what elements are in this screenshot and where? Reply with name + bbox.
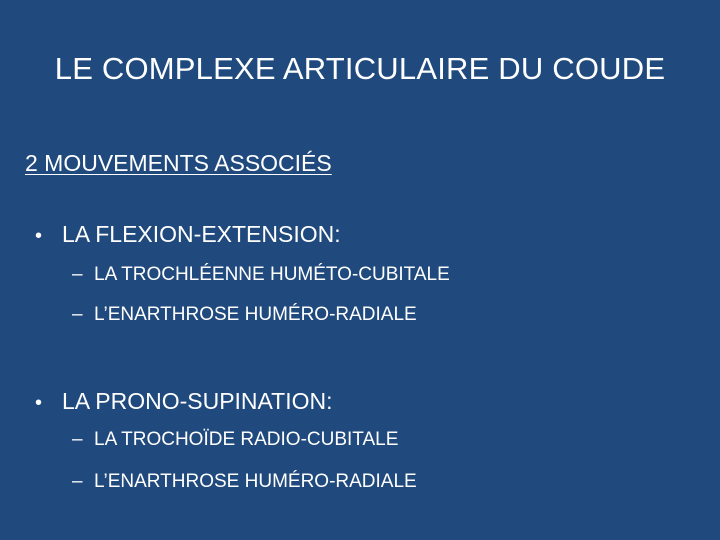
list-item	[72, 427, 398, 453]
list-item	[72, 302, 417, 328]
bullet-icon: •	[35, 392, 43, 414]
section-heading-flexion-extension	[35, 219, 341, 251]
section-heading-label: LA PRONO-SUPINATION:	[62, 388, 333, 414]
slide-title: LE COMPLEXE ARTICULAIRE DU COUDE	[54, 51, 666, 86]
list-item-label: L’ENARTHROSE HUMÉRO-RADIALE	[94, 471, 417, 492]
dash-icon: –	[72, 264, 83, 285]
section-heading-prono-supination	[35, 386, 333, 418]
list-item-label: L’ENARTHROSE HUMÉRO-RADIALE	[94, 304, 417, 325]
list-item-label: LA TROCHLÉENNE HUMÉTO-CUBITALE	[94, 264, 450, 285]
list-item	[72, 262, 450, 288]
section-heading-label: LA FLEXION-EXTENSION:	[62, 221, 341, 247]
bullet-icon: •	[35, 225, 43, 247]
dash-icon: –	[72, 429, 83, 450]
slide-subtitle: 2 MOUVEMENTS ASSOCIÉS	[25, 150, 332, 176]
list-item	[72, 469, 417, 495]
dash-icon: –	[72, 471, 83, 492]
dash-icon: –	[72, 304, 83, 325]
list-item-label: LA TROCHOÏDE RADIO-CUBITALE	[94, 429, 399, 450]
